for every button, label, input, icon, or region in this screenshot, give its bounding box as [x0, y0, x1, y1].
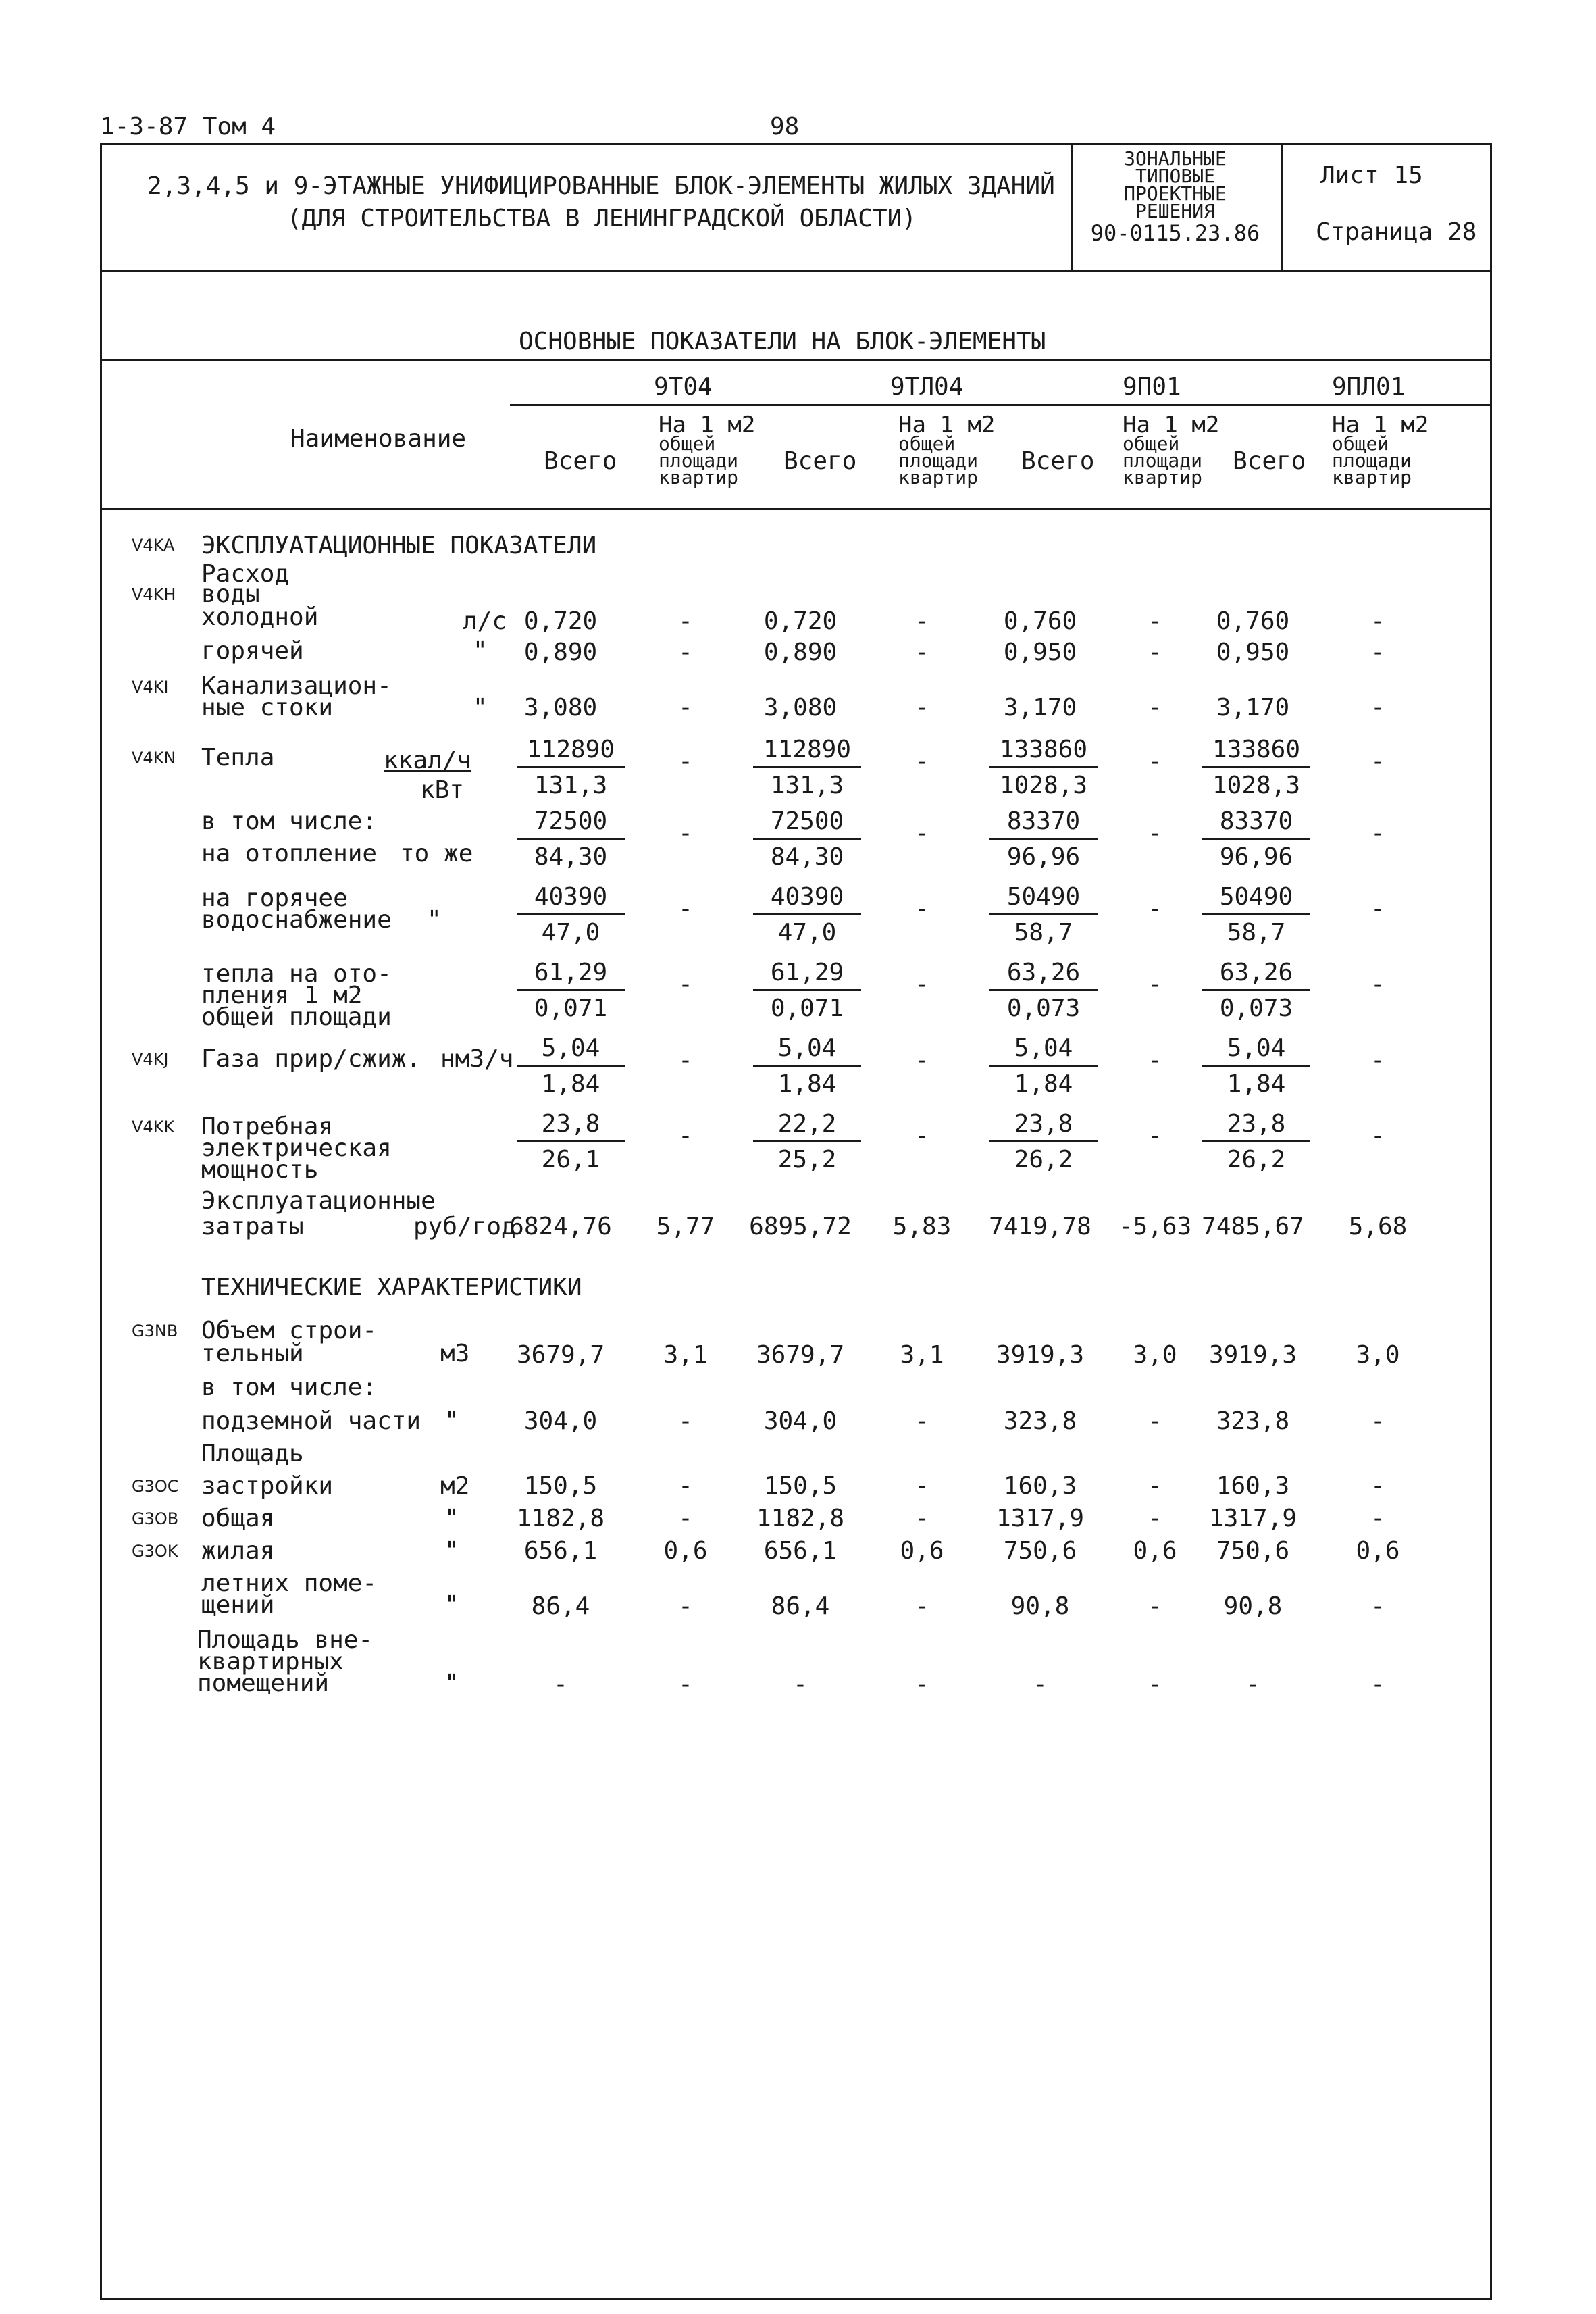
row-unit: то же	[400, 840, 473, 867]
table-cell: 6895,72	[749, 1213, 852, 1240]
fraction-numerator: 133860	[1202, 738, 1310, 768]
stamp-line: РЕШЕНИЯ	[1135, 200, 1215, 222]
table-cell: 5,83	[892, 1213, 952, 1240]
fraction-numerator: 23,8	[517, 1112, 625, 1142]
dash-cell: -	[678, 1047, 693, 1074]
table-cell: 150,5	[763, 1472, 838, 1500]
series-header-9t04: 9Т04	[654, 373, 713, 401]
sheet-divider	[1281, 143, 1283, 272]
table-cell: -	[1245, 1671, 1260, 1699]
fraction-denominator: 1028,3	[1212, 772, 1301, 799]
table-cell: -	[678, 607, 693, 635]
row-code: G3OC	[132, 1477, 179, 1496]
fraction-cell	[753, 885, 861, 945]
fraction-denominator: 0,071	[770, 995, 844, 1022]
fraction-numerator: 50490	[989, 885, 1098, 915]
stamp-divider	[1071, 143, 1073, 272]
col-total-1: Всего	[544, 447, 617, 475]
row-unit: "	[444, 1669, 459, 1697]
fraction-cell	[1202, 809, 1310, 870]
row-label: Расход	[201, 560, 290, 588]
table-cell: 160,3	[1003, 1472, 1077, 1500]
fraction-denominator: 84,30	[534, 843, 608, 871]
dash-cell: -	[678, 1122, 693, 1150]
fraction-numerator: 5,04	[1202, 1036, 1310, 1067]
row-unit: "	[444, 1591, 459, 1619]
caption-line	[100, 359, 1490, 361]
table-cell: -	[915, 638, 929, 666]
table-cell: -	[678, 1472, 693, 1500]
fraction-denominator: 47,0	[541, 919, 600, 947]
fraction-denominator: 26,2	[1014, 1146, 1073, 1174]
fraction-cell	[517, 961, 625, 1021]
fraction-cell	[753, 1036, 861, 1097]
table-cell: 86,4	[771, 1592, 830, 1620]
table-cell: 750,6	[1216, 1537, 1290, 1565]
dash-cell: -	[915, 748, 929, 776]
table-caption: ОСНОВНЫЕ ПОКАЗАТЕЛИ НА БЛОК-ЭЛЕМЕНТЫ	[519, 328, 1046, 355]
row-label: горячей	[201, 637, 304, 665]
table-cell: 3679,7	[756, 1341, 845, 1369]
row-label: затраты	[201, 1213, 304, 1240]
row-label: тельный	[201, 1340, 304, 1367]
fraction-denominator: 0,073	[1219, 995, 1293, 1022]
table-cell: -	[1148, 1505, 1162, 1532]
series-header-9tl04: 9ТЛ04	[890, 373, 964, 401]
fraction-cell	[989, 738, 1098, 798]
row-label: в том числе:	[201, 807, 378, 835]
row-unit: "	[444, 1505, 459, 1532]
series-header-9pl01: 9ПЛ01	[1332, 373, 1406, 401]
fraction-cell	[753, 738, 861, 798]
dash-cell: -	[1370, 1047, 1385, 1074]
fraction-cell	[517, 738, 625, 798]
fraction-denominator: 1028,3	[999, 772, 1088, 799]
title-line-2: (ДЛЯ СТРОИТЕЛЬСТВА В ЛЕНИНГРАДСКОЙ ОБЛАСТИ)	[287, 205, 917, 232]
col-per-m2-2	[898, 411, 996, 488]
row-label: Тепла	[201, 744, 275, 772]
row-unit: л/с	[463, 607, 507, 635]
fraction-numerator: 40390	[517, 885, 625, 915]
row-label: на горячее	[201, 884, 348, 912]
row-label: мощность	[201, 1156, 319, 1184]
row-label: Потребная	[201, 1113, 334, 1140]
row-code: G3OK	[132, 1542, 178, 1561]
fraction-numerator: 133860	[989, 738, 1098, 768]
row-label: подземной части	[201, 1407, 421, 1435]
row-unit: м2	[440, 1472, 470, 1500]
per-m2-line: площади	[1332, 449, 1412, 472]
table-cell: -	[1033, 1671, 1048, 1699]
table-cell: 3919,3	[1208, 1341, 1297, 1369]
fraction-numerator: 63,26	[989, 961, 1098, 991]
fraction-numerator: 83370	[989, 809, 1098, 840]
table-cell: 86,4	[531, 1592, 590, 1620]
col-total-2: Всего	[783, 447, 857, 475]
per-m2-line: квартир	[1123, 466, 1203, 488]
table-cell: -	[1370, 638, 1385, 666]
table-cell: -	[1148, 638, 1162, 666]
table-cell: 750,6	[1003, 1537, 1077, 1565]
table-cell: 5,68	[1348, 1213, 1408, 1240]
fraction-denominator: 131,3	[770, 772, 844, 799]
fraction-denominator: 84,30	[770, 843, 844, 871]
table-cell: -5,63	[1118, 1213, 1192, 1240]
table-cell: 304,0	[763, 1407, 838, 1435]
fraction-cell	[753, 1112, 861, 1172]
fraction-denominator: 131,3	[534, 772, 608, 799]
row-label: водоснабжение	[201, 906, 392, 934]
row-label: Площадь	[201, 1440, 304, 1467]
row-label: Объем строи-	[201, 1317, 378, 1344]
dash-cell: -	[678, 895, 693, 923]
table-cell: 5,77	[656, 1213, 715, 1240]
fraction-numerator: 63,26	[1202, 961, 1310, 991]
row-label: Газа прир/сжиж.	[201, 1045, 421, 1073]
row-code: V4KA	[132, 536, 175, 555]
row-unit: "	[444, 1407, 459, 1435]
fraction-numerator: 112890	[753, 738, 861, 768]
fraction-cell	[1202, 1112, 1310, 1172]
fraction-numerator: 23,8	[1202, 1112, 1310, 1142]
row-code: V4KI	[132, 678, 169, 697]
table-cell: 0,950	[1216, 638, 1290, 666]
dash-cell: -	[678, 748, 693, 776]
fraction-cell	[989, 809, 1098, 870]
table-cell: 3919,3	[996, 1341, 1085, 1369]
fraction-denominator: 47,0	[777, 919, 837, 947]
col-per-m2-4	[1332, 411, 1429, 488]
stamp-line: ЗОНАЛЬНЫЕ	[1124, 147, 1227, 170]
table-cell: -	[793, 1671, 808, 1699]
table-cell: 3,080	[523, 694, 598, 722]
dash-cell: -	[1148, 1047, 1162, 1074]
row-label: холодной	[201, 603, 319, 631]
table-cell: 323,8	[1216, 1407, 1290, 1435]
dash-cell: -	[1148, 1122, 1162, 1150]
table-cell: -	[915, 1592, 929, 1620]
fraction-denominator: 0,071	[534, 995, 608, 1022]
per-m2-line: На 1 м2	[898, 411, 996, 438]
fraction-denominator: 1,84	[1014, 1070, 1073, 1098]
row-code: G3NB	[132, 1322, 178, 1340]
table-cell: -	[678, 1407, 693, 1435]
fraction-denominator: 96,96	[1006, 843, 1081, 871]
table-cell: -	[915, 1472, 929, 1500]
table-cell: 3,0	[1133, 1341, 1177, 1369]
table-cell: 3,080	[763, 694, 838, 722]
series-header-9p01: 9П01	[1123, 373, 1181, 401]
per-m2-line: площади	[898, 449, 979, 472]
stamp-block	[1074, 147, 1277, 246]
fraction-denominator: 58,7	[1014, 919, 1073, 947]
row-label: воды	[201, 580, 260, 608]
fraction-numerator: 23,8	[989, 1112, 1098, 1142]
per-m2-line: общей	[1123, 432, 1180, 455]
row-unit: "	[473, 694, 488, 722]
table-cell: 7419,78	[989, 1213, 1091, 1240]
stamp-line: ТИПОВЫЕ	[1135, 165, 1215, 187]
per-m2-line: общей	[659, 432, 716, 455]
table-cell: 0,720	[763, 607, 838, 635]
row-unit-denominator: кВт	[420, 776, 465, 804]
row-label: летних поме-	[201, 1569, 378, 1597]
table-cell: -	[1148, 1407, 1162, 1435]
table-cell: 3,170	[1216, 694, 1290, 722]
dash-cell: -	[915, 971, 929, 999]
table-cell: -	[1148, 694, 1162, 722]
row-label: на отопление	[201, 840, 378, 867]
fraction-numerator: 5,04	[989, 1036, 1098, 1067]
row-unit: м3	[440, 1340, 470, 1367]
table-cell: 0,760	[1003, 607, 1077, 635]
table-cell: -	[1148, 607, 1162, 635]
row-code: V4KK	[132, 1117, 175, 1136]
dash-cell: -	[1148, 748, 1162, 776]
fraction-denominator: 25,2	[777, 1146, 837, 1174]
table-cell: 323,8	[1003, 1407, 1077, 1435]
col-total-4: Всего	[1233, 447, 1306, 475]
fraction-numerator: 40390	[753, 885, 861, 915]
dash-cell: -	[678, 820, 693, 847]
page-number: 98	[770, 113, 800, 141]
table-cell: -	[915, 1671, 929, 1699]
page-label: Страница 28	[1316, 218, 1477, 246]
table-cell: 3,170	[1003, 694, 1077, 722]
col-per-m2-1	[659, 411, 756, 488]
table-cell: 0,890	[763, 638, 838, 666]
table-cell: 304,0	[523, 1407, 598, 1435]
per-m2-line: квартир	[898, 466, 979, 488]
col-per-m2-3	[1123, 411, 1220, 488]
fraction-denominator: 0,073	[1006, 995, 1081, 1022]
table-cell: -	[1370, 1407, 1385, 1435]
row-unit: "	[473, 637, 488, 665]
fraction-numerator: 22,2	[753, 1112, 861, 1142]
row-label: Площадь вне-	[197, 1626, 374, 1654]
dash-cell: -	[915, 1047, 929, 1074]
per-m2-line: На 1 м2	[1332, 411, 1429, 438]
table-cell: -	[1370, 1472, 1385, 1500]
header-bottom-line	[100, 508, 1490, 510]
fraction-cell	[753, 809, 861, 870]
row-label: пления 1 м2	[201, 982, 363, 1009]
table-cell: 656,1	[523, 1537, 598, 1565]
row-unit-numerator: ккал/ч	[384, 747, 472, 774]
dash-cell: -	[1370, 895, 1385, 923]
per-m2-line: На 1 м2	[1123, 411, 1220, 438]
fraction-cell	[517, 885, 625, 945]
table-cell: 3,1	[663, 1341, 708, 1369]
table-cell: -	[1148, 1472, 1162, 1500]
table-cell: 3,0	[1356, 1341, 1400, 1369]
row-unit: "	[427, 906, 442, 934]
table-cell: -	[915, 1505, 929, 1532]
fraction-cell	[517, 1036, 625, 1097]
row-unit: нм3/ч	[440, 1045, 514, 1073]
sheet-number: Лист 15	[1320, 161, 1423, 189]
table-cell: 0,950	[1003, 638, 1077, 666]
row-code: V4KJ	[132, 1050, 169, 1069]
row-label: Эксплуатационные	[201, 1187, 436, 1215]
dash-cell: -	[1370, 971, 1385, 999]
table-cell: -	[678, 1671, 693, 1699]
row-label: жилая	[201, 1537, 275, 1565]
fraction-denominator: 1,84	[777, 1070, 837, 1098]
fraction-denominator: 58,7	[1227, 919, 1286, 947]
per-m2-line: общей	[1332, 432, 1389, 455]
table-cell: 0,720	[523, 607, 598, 635]
col-total-3: Всего	[1021, 447, 1095, 475]
table-cell: 150,5	[523, 1472, 598, 1500]
dash-cell: -	[1148, 971, 1162, 999]
fraction-numerator: 72500	[753, 809, 861, 840]
table-cell: 6824,76	[509, 1213, 612, 1240]
per-m2-line: общей	[898, 432, 956, 455]
fraction-denominator: 96,96	[1219, 843, 1293, 871]
fraction-cell	[1202, 1036, 1310, 1097]
table-cell: 90,8	[1223, 1592, 1283, 1620]
fraction-cell	[1202, 885, 1310, 945]
stamp-line: ПРОЕКТНЫЕ	[1124, 182, 1227, 205]
table-cell: -	[678, 1505, 693, 1532]
row-label: общая	[201, 1505, 275, 1532]
row-label: квартирных	[197, 1648, 344, 1676]
dash-cell: -	[915, 895, 929, 923]
table-cell: -	[1370, 607, 1385, 635]
section-title: ТЕХНИЧЕСКИЕ ХАРАКТЕРИСТИКИ	[201, 1274, 582, 1301]
fraction-cell	[517, 1112, 625, 1172]
row-unit: "	[444, 1537, 459, 1565]
table-cell: 7485,67	[1202, 1213, 1304, 1240]
table-cell: -	[1370, 1505, 1385, 1532]
fraction-numerator: 5,04	[753, 1036, 861, 1067]
table-cell: 3679,7	[516, 1341, 605, 1369]
table-cell: -	[1370, 1671, 1385, 1699]
fraction-denominator: 1,84	[1227, 1070, 1286, 1098]
fraction-numerator: 61,29	[753, 961, 861, 991]
fraction-cell	[989, 1036, 1098, 1097]
row-label: электрическая	[201, 1134, 392, 1162]
section-title: ЭКСПЛУАТАЦИОННЫЕ ПОКАЗАТЕЛИ	[201, 532, 597, 559]
table-cell: 0,760	[1216, 607, 1290, 635]
row-label: помещений	[197, 1669, 330, 1697]
table-cell: 1182,8	[516, 1505, 605, 1532]
table-cell: -	[915, 607, 929, 635]
dash-cell: -	[1148, 895, 1162, 923]
table-cell: 1317,9	[1208, 1505, 1297, 1532]
dash-cell: -	[915, 1122, 929, 1150]
table-cell: -	[1148, 1592, 1162, 1620]
per-m2-line: На 1 м2	[659, 411, 756, 438]
table-cell: -	[1148, 1671, 1162, 1699]
table-cell: 1182,8	[756, 1505, 845, 1532]
table-cell: -	[1370, 1592, 1385, 1620]
fraction-cell	[989, 885, 1098, 945]
row-unit: руб/год	[413, 1213, 516, 1240]
row-label: общей площади	[201, 1003, 392, 1031]
row-label: тепла на ото-	[201, 960, 392, 988]
fraction-denominator: 1,84	[541, 1070, 600, 1098]
series-underline	[510, 404, 1490, 406]
table-cell: -	[678, 1592, 693, 1620]
fraction-cell	[1202, 961, 1310, 1021]
name-column-header: Наименование	[290, 425, 467, 453]
table-cell: 656,1	[763, 1537, 838, 1565]
fraction-numerator: 112890	[517, 738, 625, 768]
fraction-denominator: 26,1	[541, 1146, 600, 1174]
table-cell: 90,8	[1010, 1592, 1070, 1620]
fraction-numerator: 61,29	[517, 961, 625, 991]
dash-cell: -	[1370, 820, 1385, 847]
fraction-cell	[753, 961, 861, 1021]
fraction-cell	[989, 1112, 1098, 1172]
dash-cell: -	[1370, 748, 1385, 776]
fraction-numerator: 5,04	[517, 1036, 625, 1067]
fraction-cell	[517, 809, 625, 870]
row-label: в том числе:	[201, 1374, 378, 1401]
row-label: щений	[201, 1591, 275, 1619]
table-cell: 0,6	[1356, 1537, 1400, 1565]
fraction-numerator: 72500	[517, 809, 625, 840]
table-cell: -	[678, 638, 693, 666]
per-m2-line: квартир	[659, 466, 739, 488]
table-cell: -	[678, 694, 693, 722]
stamp-code: 90-0115.23.86	[1090, 220, 1260, 246]
fraction-numerator: 83370	[1202, 809, 1310, 840]
row-code: V4KN	[132, 749, 176, 768]
table-cell: 0,6	[663, 1537, 708, 1565]
row-label: Канализацион-	[201, 672, 392, 700]
dash-cell: -	[915, 820, 929, 847]
dash-cell: -	[1370, 1122, 1385, 1150]
table-cell: -	[553, 1671, 568, 1699]
doc-reference: 1-3-87 Том 4	[100, 113, 276, 141]
fraction-cell	[989, 961, 1098, 1021]
row-label: застройки	[201, 1472, 334, 1500]
per-m2-line: площади	[1123, 449, 1203, 472]
table-cell: 0,6	[1133, 1537, 1177, 1565]
table-cell: 1317,9	[996, 1505, 1085, 1532]
table-cell: 160,3	[1216, 1472, 1290, 1500]
table-cell: 3,1	[900, 1341, 944, 1369]
fraction-numerator: 50490	[1202, 885, 1310, 915]
row-label: ные стоки	[201, 694, 334, 722]
table-cell: -	[915, 1407, 929, 1435]
table-cell: 0,6	[900, 1537, 944, 1565]
table-cell: 0,890	[523, 638, 598, 666]
dash-cell: -	[1148, 820, 1162, 847]
row-code: G3OB	[132, 1509, 179, 1528]
title-line-1: 2,3,4,5 и 9-ЭТАЖНЫЕ УНИФИЦИРОВАННЫЕ БЛОК-ЭЛЕМЕНТЫ ЖИЛЫХ ЗДАНИЙ	[147, 172, 1055, 200]
per-m2-line: квартир	[1332, 466, 1412, 488]
row-code: V4KH	[132, 585, 176, 604]
per-m2-line: площади	[659, 449, 739, 472]
fraction-cell	[1202, 738, 1310, 798]
table-cell: -	[915, 694, 929, 722]
dash-cell: -	[678, 971, 693, 999]
fraction-denominator: 26,2	[1227, 1146, 1286, 1174]
table-cell: -	[1370, 694, 1385, 722]
